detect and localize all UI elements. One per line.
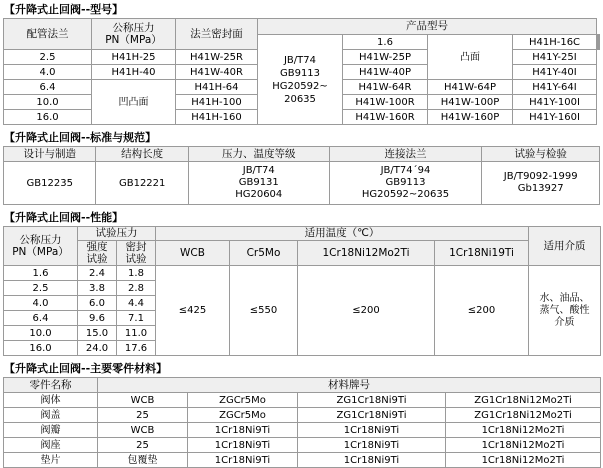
col-header-pn: 公称压力 PN（MPa）	[4, 227, 78, 266]
model-cell: H41W-64P	[428, 80, 513, 95]
pn-value: 6.4	[4, 80, 92, 95]
strength-test-value: 15.0	[78, 326, 117, 341]
temp-value-1cr18ni19ti: ≤200	[435, 266, 529, 356]
model-cell: H41H-40	[92, 65, 176, 80]
col-header-flange-conn: 连接法兰	[329, 147, 482, 162]
pn-value: 6.4	[4, 311, 78, 326]
material-cell: ZGCr5Mo	[188, 393, 298, 408]
value-length: GB12221	[96, 162, 188, 205]
value-testing: JB/T9092-1999 Gb13927	[482, 162, 600, 205]
material-cell: ZG1Cr18Ni12Mo2Ti	[446, 408, 601, 423]
performance-table	[3, 226, 601, 356]
material-cell: 1Cr18Ni9Ti	[188, 453, 298, 468]
model-cell: H41Y-100I	[513, 95, 597, 110]
pn-value: 2.5	[4, 50, 92, 65]
material-cell: 1Cr18Ni9Ti	[298, 453, 446, 468]
model-cell: H41Y-64I	[513, 80, 597, 95]
material-cell: 1Cr18Ni12Mo2Ti	[446, 423, 601, 438]
section-title-performance: 【升降式止回阀--性能】	[4, 211, 124, 224]
seal-test-value: 11.0	[117, 326, 156, 341]
col-header-testing: 试验与检验	[482, 147, 600, 162]
material-cell: 1Cr18Ni12Mo2Ti	[446, 438, 601, 453]
model-cell: H41Y-40I	[513, 65, 597, 80]
material-cell: ZG1Cr18Ni12Mo2Ti	[446, 393, 601, 408]
strength-test-value: 24.0	[78, 341, 117, 356]
strength-test-value: 3.8	[78, 281, 117, 296]
part-name: 阀瓣	[4, 423, 98, 438]
material-cell: WCB	[98, 393, 188, 408]
model-cell: H41W-160R	[343, 110, 428, 125]
pn-value: 4.0	[4, 65, 92, 80]
col-header-models: 产品型号	[258, 19, 597, 35]
model-cell: H41H-100	[176, 95, 258, 110]
col-header-rating: 压力、温度等级	[188, 147, 329, 162]
material-cell: 1Cr18Ni9Ti	[188, 438, 298, 453]
model-cell: H41W-40P	[343, 65, 428, 80]
model-cell: H41W-100P	[428, 95, 513, 110]
strength-test-value: 9.6	[78, 311, 117, 326]
col-header-design: 设计与制造	[4, 147, 96, 162]
part-name: 阀体	[4, 393, 98, 408]
part-name: 阀盖	[4, 408, 98, 423]
model-cell: H41W-64R	[343, 80, 428, 95]
materials-table	[3, 377, 601, 468]
col-header-cr5mo: Cr5Mo	[230, 241, 298, 266]
temp-value-cr5mo: ≤550	[230, 266, 298, 356]
section-title-standards: 【升降式止回阀--标准与规范】	[4, 131, 157, 144]
seal-test-value: 4.4	[117, 296, 156, 311]
section-title-materials: 【升降式止回阀--主要零件材料】	[4, 362, 168, 375]
pn-value: 1.6	[343, 35, 428, 50]
model-cell: H41W-160P	[428, 110, 513, 125]
temp-value-1cr18ni12mo2ti: ≤200	[298, 266, 435, 356]
model-cell: H41H-16C	[513, 35, 597, 50]
model-cell: H41W-40R	[176, 65, 258, 80]
col-header-strength-test: 强度 试验	[78, 241, 117, 266]
face-raised: 凸面	[428, 35, 513, 80]
medium-value: 水、油品、 蒸气、酸性 介质	[529, 266, 601, 356]
material-cell: 包覆垫	[98, 453, 188, 468]
col-header-length: 结构长度	[96, 147, 188, 162]
material-cell: ZGCr5Mo	[188, 408, 298, 423]
pn-value: 1.6	[4, 266, 78, 281]
seal-test-value: 1.8	[117, 266, 156, 281]
strength-test-value: 2.4	[78, 266, 117, 281]
pn-value: 16.0	[4, 341, 78, 356]
temp-value-wcb: ≤425	[156, 266, 230, 356]
model-table	[3, 18, 600, 125]
model-cell: H41H-25	[92, 50, 176, 65]
pn-value: 10.0	[4, 95, 92, 110]
col-header-temperature: 适用温度（℃）	[156, 227, 529, 241]
material-cell: ZG1Cr18Ni9Ti	[298, 408, 446, 423]
col-header-face: 法兰密封面	[176, 19, 258, 50]
model-cell: H41W-25R	[176, 50, 258, 65]
col-header-medium: 适用介质	[529, 227, 601, 266]
material-cell: 1Cr18Ni9Ti	[298, 438, 446, 453]
part-name: 垫片	[4, 453, 98, 468]
part-name: 阀座	[4, 438, 98, 453]
material-cell: WCB	[98, 423, 188, 438]
model-cell: H41H-64	[176, 80, 258, 95]
pn-value: 16.0	[4, 110, 92, 125]
seal-test-value: 17.6	[117, 341, 156, 356]
col-header-material-grade: 材料牌号	[98, 378, 601, 393]
col-header-pn: 公称压力 PN（MPa）	[92, 19, 176, 50]
model-cell: H41Y-160I	[513, 110, 597, 125]
col-header-part-name: 零件名称	[4, 378, 98, 393]
model-cell: H41W-25P	[343, 50, 428, 65]
material-cell: 1Cr18Ni12Mo2Ti	[446, 453, 601, 468]
pn-value: 10.0	[4, 326, 78, 341]
model-cell: H41Y-25I	[513, 50, 597, 65]
col-header-test-pressure: 试验压力	[78, 227, 156, 241]
strength-test-value: 6.0	[78, 296, 117, 311]
seal-test-value: 7.1	[117, 311, 156, 326]
value-design: GB12235	[4, 162, 96, 205]
col-header-flange: 配管法兰	[4, 19, 92, 50]
col-header-wcb: WCB	[156, 241, 230, 266]
model-cell: H41H-160	[176, 110, 258, 125]
pn-value: 2.5	[4, 281, 78, 296]
col-header-1cr18ni19ti: 1Cr18Ni19Ti	[435, 241, 529, 266]
material-cell: 25	[98, 408, 188, 423]
material-cell: ZG1Cr18Ni9Ti	[298, 393, 446, 408]
material-cell: 25	[98, 438, 188, 453]
col-header-seal-test: 密封 试验	[117, 241, 156, 266]
material-cell: 1Cr18Ni9Ti	[298, 423, 446, 438]
value-flange-conn: JB/T74´94 GB9113 HG20592~20635	[329, 162, 482, 205]
value-rating: JB/T74 GB9131 HG20604	[188, 162, 329, 205]
model-cell: H41W-100R	[343, 95, 428, 110]
pn-value: 4.0	[4, 296, 78, 311]
material-cell: 1Cr18Ni9Ti	[188, 423, 298, 438]
model-cell	[599, 35, 600, 50]
standards-table	[3, 146, 600, 205]
seal-test-value: 2.8	[117, 281, 156, 296]
col-header-1cr18ni12mo2ti: 1Cr18Ni12Mo2Ti	[298, 241, 435, 266]
face-rtj: 凹凸面	[92, 80, 176, 125]
flange-standards: JB/T74 GB9113 HG20592~ 20635	[258, 35, 343, 125]
section-title-model: 【升降式止回阀--型号】	[4, 3, 124, 16]
